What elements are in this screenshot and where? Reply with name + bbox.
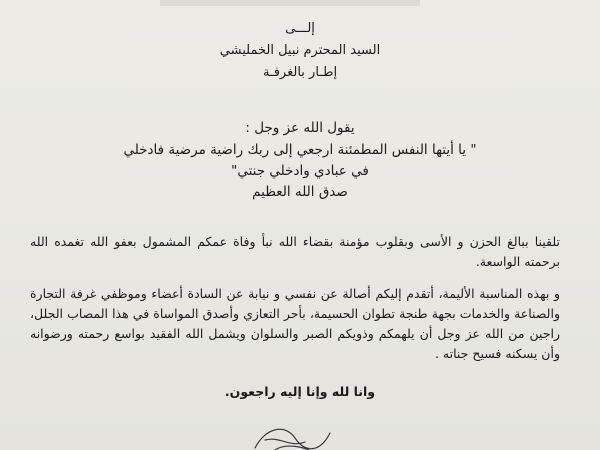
closing-phrase: وانا لله وإنا إليه راجعون. [224, 384, 376, 399]
signature-icon [235, 418, 355, 450]
body-paragraph-2: و بهذه المناسبة الأليمة، أتقدم إليكم أصالة عن نفسي و نيابة عن السادة أعضاء وموظفي غرفة التجارة والصناعة والخدمات بجهة طنجة تطوان الحسيمة، بأحر التعازي وأصدق المواساة في هذا المصاب الجلل، راجين من الله عز وجل أن يلهمكم وذويكم الصبر والسلوان ويشمل الله الفقيد بواسع رحمته ورضوانه وأن يسكنه فسيح جناته . [30, 286, 560, 361]
addressee-to: إلـــى [285, 21, 315, 36]
verse-intro: يقول الله عز وجل : [245, 120, 355, 136]
body-paragraph-1: تلقينا ببالغ الحزن و الأسى وبقلوب مؤمنة بقضاء الله نبأ وفاة عمكم المشمول بعفو الله تغمده الله برحمته الواسعة. [30, 234, 560, 269]
quran-verse-block [0, 118, 600, 203]
top-edge-mark [160, 0, 420, 6]
addressee-role: إطـار بالغرفـة [262, 65, 338, 80]
verse-line-1: " يا أيتها النفس المطمئنة ارجعي إلى ربك راضية مرضية فادخلي [123, 142, 477, 158]
verse-line-2: في عبادي وادخلي جنتي" [231, 163, 369, 179]
letter-body [30, 232, 560, 376]
verse-closing: صدق الله العظيم [252, 184, 348, 200]
addressee-block [0, 18, 600, 84]
addressee-name: السيد المحترم نبيل الخمليشي [219, 43, 381, 58]
